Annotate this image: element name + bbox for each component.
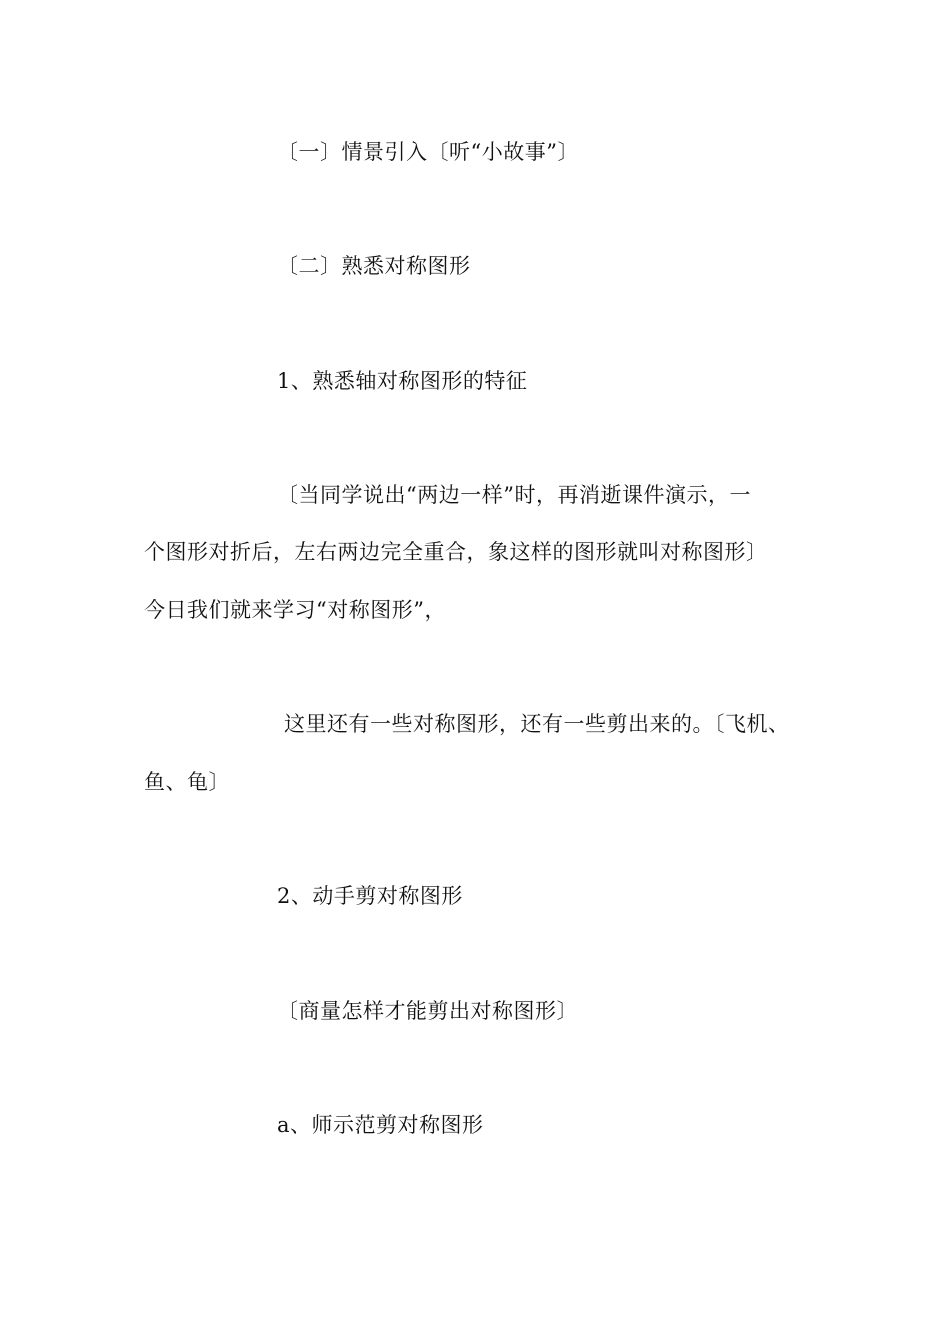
paragraph-line: 个图形对折后，左右两边完全重合，象这样的图形就叫对称图形〕: [144, 540, 768, 564]
section-heading-intro: 〔一〕情景引入〔听“小故事”〕: [277, 140, 579, 164]
subheading-cut-shapes: 2、动手剪对称图形: [277, 884, 463, 908]
subheading-axis-symmetry: 1、熟悉轴对称图形的特征: [277, 369, 528, 393]
paragraph-line: 今日我们就来学习“对称图形”，: [144, 598, 446, 622]
list-item: a、师示范剪对称图形: [277, 1113, 484, 1137]
paragraph-line: 这里还有一些对称图形，还有一些剪出来的。〔飞机、: [284, 712, 790, 736]
paragraph-line: 〔商量怎样才能剪出对称图形〕: [277, 999, 578, 1023]
paragraph-line: 〔当同学说出“两边一样”时，再消逝课件演示，一: [277, 483, 751, 507]
paragraph-line: 鱼、龟〕: [144, 770, 230, 794]
section-heading-familiar: 〔二〕熟悉对称图形: [277, 254, 471, 278]
